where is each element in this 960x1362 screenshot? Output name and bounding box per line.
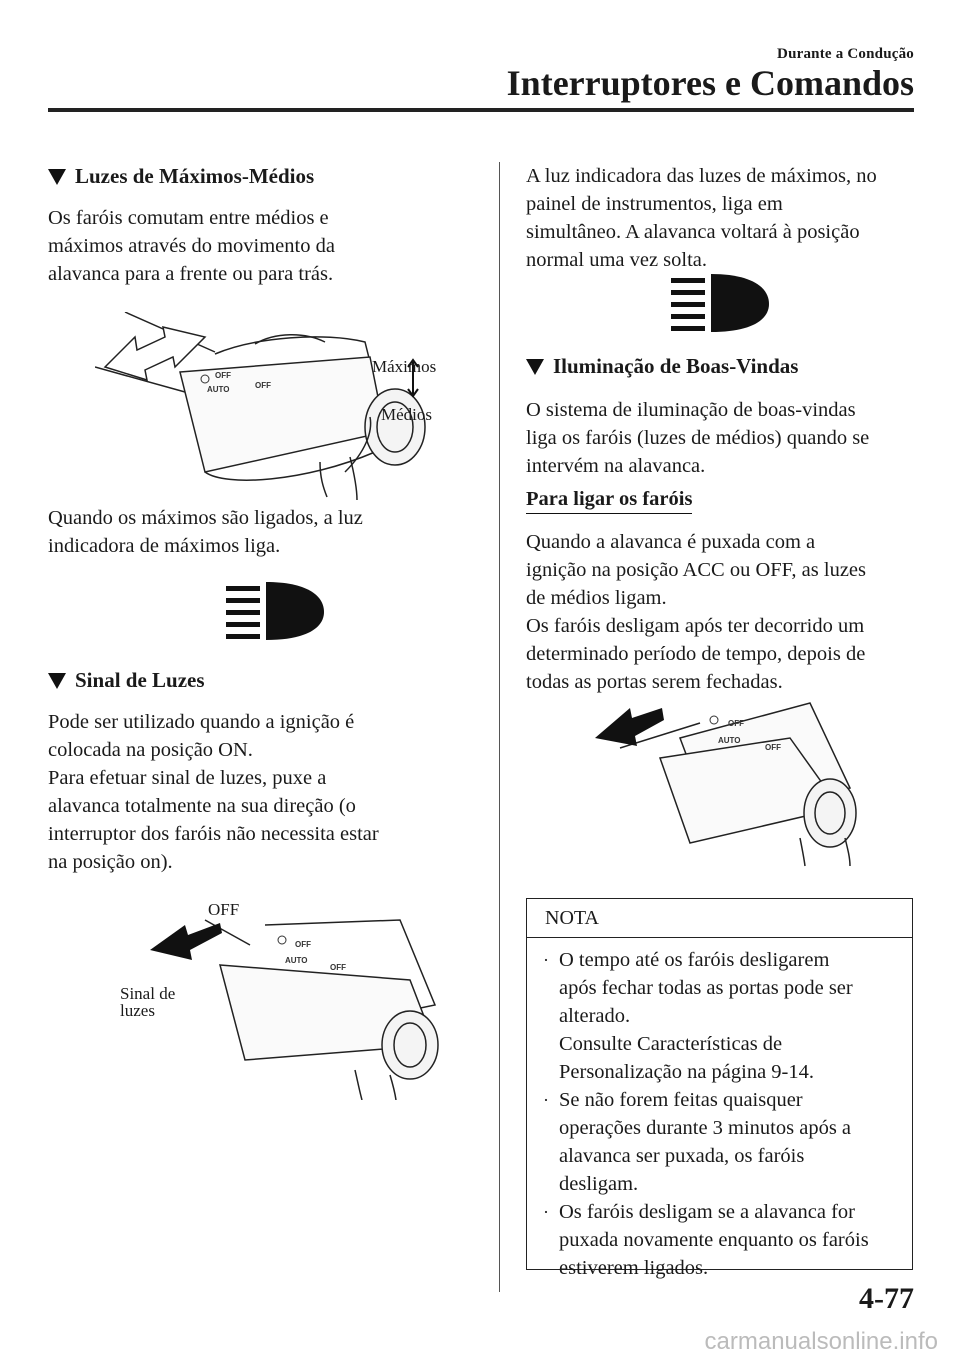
svg-text:AUTO: AUTO (285, 956, 308, 965)
label-flash-2: luzes (120, 1001, 155, 1020)
svg-text:OFF: OFF (295, 940, 311, 949)
note-box (526, 898, 913, 1279)
svg-text:AUTO: AUTO (718, 736, 741, 745)
label-off: OFF (208, 900, 240, 919)
paragraph-indicator: Quando os máximos são ligados, a luz indicadora de máximos liga. (48, 507, 363, 557)
running-header-section: Durante a Condução (777, 46, 914, 62)
heading-welcome-light: Iluminação de Boas-Vindas (526, 354, 921, 379)
svg-text:OFF: OFF (215, 371, 231, 380)
paragraph-flash: Pode ser utilizado quando a ignição é colocada na posição ON. Para efetuar sinal de luzes, puxe a alavanca totalmente na sua direção (o interruptor dos faróis não necessita estar na posição on). (48, 711, 379, 873)
svg-text:AUTO: AUTO (207, 385, 230, 394)
stalk-figure-high-low (95, 312, 460, 502)
stalk-figure-welcome (590, 698, 865, 868)
section-triangle-icon (48, 673, 66, 689)
column-divider (499, 162, 500, 1292)
watermark: carmanualsonline.info (704, 1328, 938, 1355)
page-number: 4-77 (859, 1282, 914, 1315)
high-beam-indicator-icon (671, 272, 771, 334)
flash-arrow-icon (150, 923, 222, 960)
note-item: · O tempo até os faróis desligarem após fechar todas as portas pode ser alterado. Consulte Características de Personalização na página 9-14. (543, 949, 853, 1083)
svg-text:OFF: OFF (728, 719, 744, 728)
note-item: · Os faróis desligam se a alavanca for puxada novamente enquanto os faróis estiverem ligados. (543, 1201, 869, 1279)
svg-text:OFF: OFF (330, 963, 346, 972)
pull-arrow-icon (595, 708, 664, 746)
svg-text:OFF: OFF (765, 743, 781, 752)
paragraph-turn-on: Quando a alavanca é puxada com a ignição na posição ACC ou OFF, as luzes de médios ligam. Os faróis desligam após ter decorrido um determinado período de tempo, depois de todas as portas serem fechadas. (526, 531, 866, 693)
section-triangle-icon (526, 359, 544, 375)
note-item: · Se não forem feitas quaisquer operações durante 3 minutos após a alavanca ser puxada, os faróis desligam. (543, 1089, 852, 1195)
page-title: Interruptores e Comandos (506, 63, 914, 103)
label-high-beam: Máximos (372, 357, 437, 376)
paragraph-indicator-panel: A luz indicadora das luzes de máximos, no painel de instrumentos, liga em simultâneo. A alavanca voltará à posição normal uma vez solta. (526, 165, 877, 271)
paragraph-welcome-light: O sistema de iluminação de boas-vindas liga os faróis (luzes de médios) quando se intervém na alavanca. (526, 399, 870, 477)
header-rule (48, 108, 914, 112)
high-beam-indicator-icon (226, 580, 326, 642)
svg-text:OFF: OFF (255, 381, 271, 390)
section-triangle-icon (48, 169, 66, 185)
note-title: NOTA (527, 899, 912, 938)
label-low-beam: Médios (381, 405, 432, 424)
paragraph-beam-switch: Os faróis comutam entre médios e máximos através do movimento da alavanca para a frente ou para trás. (48, 207, 335, 285)
heading-high-low-beam: Luzes de Máximos-Médios (48, 164, 468, 189)
label-flash-1: Sinal de (120, 984, 176, 1003)
subheading-turn-on: Para ligar os faróis (526, 488, 692, 514)
stalk-figure-flash (110, 895, 450, 1100)
heading-flash: Sinal de Luzes (48, 668, 468, 693)
